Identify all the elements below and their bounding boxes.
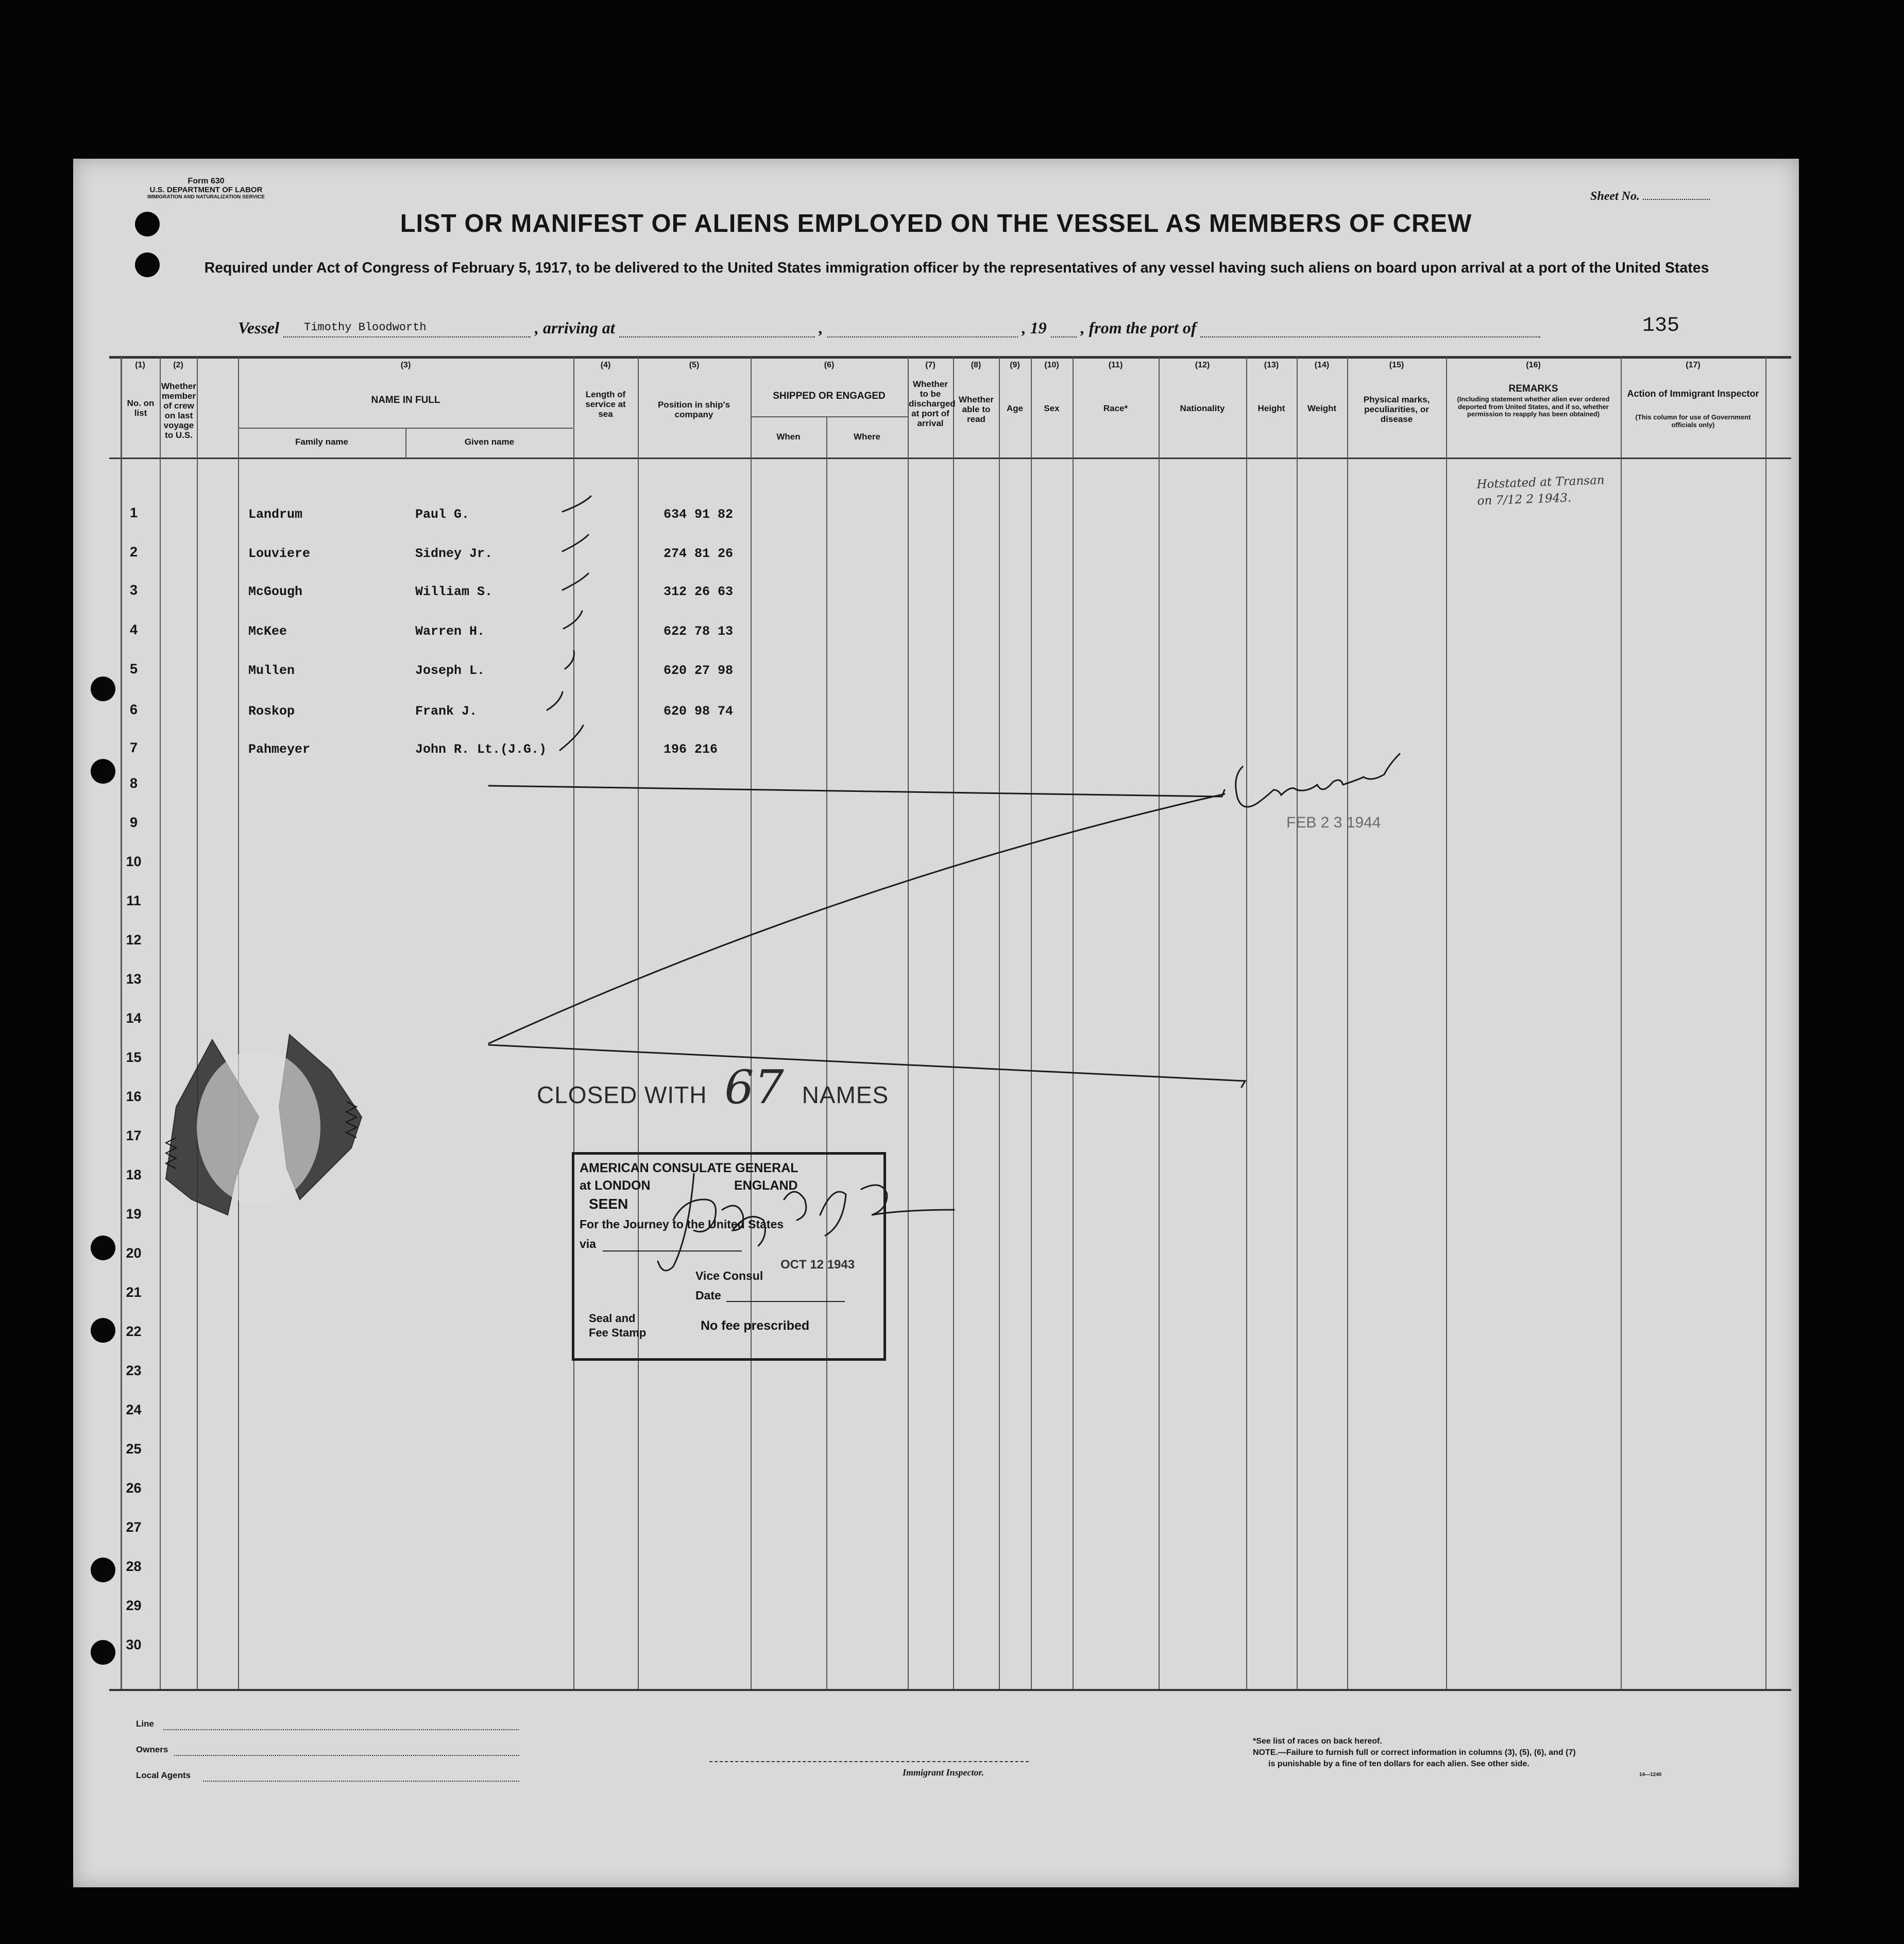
position-value: 620 98 74: [664, 704, 734, 719]
header-action-inspector-sub: (This column for use of Government officials only): [1635, 413, 1751, 429]
header-sex: Sex: [1044, 403, 1060, 413]
consulate-stamp: [572, 1152, 886, 1361]
tick-mark: [547, 692, 563, 710]
header-position: Position in ship's company: [657, 400, 730, 420]
row-number: 24: [126, 1402, 142, 1417]
service-name: IMMIGRATION AND NATURALIZATION SERVICE: [147, 194, 265, 200]
row-number: 25: [126, 1441, 142, 1457]
row-number: 17: [126, 1128, 142, 1143]
row-number: 5: [129, 661, 138, 677]
header-remarks-sub: (Including statement whether alien ever ordered deported from United States, and if so, whether permission to reapply has been obtained): [1457, 395, 1610, 418]
footer-print-code: 14—1240: [1639, 1772, 1662, 1778]
header-discharged: Whether to be discharged at port of arrival: [909, 379, 956, 429]
row-number: 29: [126, 1598, 142, 1613]
handwritten-remark: Hotstated at Transan on 7/12 2 1943.: [1476, 474, 1605, 508]
col-number: (17): [1686, 361, 1701, 369]
family-name: Mullen: [248, 663, 295, 678]
row-number: 16: [126, 1089, 142, 1104]
col-number: (13): [1264, 361, 1279, 369]
closed-count: 67: [724, 1060, 785, 1114]
row-number: 1: [129, 505, 138, 520]
row-number: 22: [126, 1324, 142, 1339]
col-number: (9): [1010, 361, 1020, 369]
header-length-of-service: Length of service at sea: [585, 390, 626, 419]
arriving-label: , arriving at: [535, 318, 615, 337]
footer-inspector-label: Immigrant Inspector.: [903, 1767, 984, 1778]
row-number: 6: [129, 702, 138, 717]
header-no-on-list: No. on list: [127, 398, 155, 418]
family-name: Roskop: [248, 704, 295, 719]
footer-owners-blank: [174, 1755, 519, 1756]
row-number: 2: [129, 544, 138, 560]
footer-line-blank: [163, 1729, 519, 1730]
col-number: (1): [135, 361, 145, 369]
header-shipped-or-engaged: SHIPPED OR ENGAGED: [773, 391, 886, 401]
family-name: McKee: [248, 624, 287, 639]
row-number: 27: [126, 1519, 142, 1535]
inspector-date-stamp: FEB 2 3 1944: [1286, 814, 1381, 831]
col-number: (6): [824, 361, 835, 369]
header-name-in-full: NAME IN FULL: [371, 395, 440, 405]
header-able-to-read: Whether able to read: [959, 395, 994, 425]
inspector-signature: [1236, 754, 1400, 807]
given-name: Frank J.: [415, 704, 478, 719]
tick-mark: [564, 611, 582, 629]
footer-line-label: Line: [136, 1719, 154, 1729]
form-subtitle: Required under Act of Congress of February 5, 1917, to be delivered to the United States immigration officer by the representatives of any vessel having such aliens on board upon arrival at a port of the United States: [204, 260, 1709, 276]
footer-penalty-note-2: is punishable by a fine of ten dollars for each alien. See other side.: [1268, 1760, 1529, 1768]
position-value: 620 27 98: [664, 663, 734, 678]
stamp-via-line: [603, 1250, 742, 1252]
closing-diagonal: [489, 794, 1225, 1043]
stamp-seal-label-2: Fee Stamp: [589, 1326, 647, 1339]
department-name: U.S. DEPARTMENT OF LABOR: [149, 185, 263, 194]
pen-marks-overlay: [73, 159, 1799, 1887]
stamp-date-value: OCT 12 1943: [780, 1258, 855, 1272]
stamp-vice-consul: Vice Consul: [695, 1269, 763, 1282]
footer-owners-label: Owners: [136, 1745, 168, 1754]
row-number: 26: [126, 1480, 142, 1496]
stamp-via: via: [580, 1237, 596, 1250]
vessel-line: Vessel Timothy Bloodworth , arriving at , , 19 , from the port of: [238, 318, 1540, 337]
manifest-page: [73, 159, 1799, 1887]
header-physical-marks: Physical marks, peculiarities, or disease: [1363, 395, 1430, 425]
row-number: 18: [126, 1167, 142, 1182]
closing-line: [489, 786, 1225, 797]
vessel-name: Timothy Bloodworth: [283, 321, 531, 337]
position-value: 634 91 82: [664, 507, 734, 522]
row-number: 10: [126, 854, 142, 869]
given-name: Paul G.: [415, 507, 470, 522]
stamped-sheet-number: 135: [1642, 314, 1680, 337]
header-remarks: REMARKS: [1508, 383, 1558, 394]
row-number: 21: [126, 1284, 142, 1300]
closed-prefix: CLOSED WITH: [537, 1081, 707, 1108]
given-name: Sidney Jr.: [415, 546, 493, 561]
closed-with-names-stamp: [537, 1060, 889, 1114]
tick-mark: [563, 573, 588, 590]
inspector-signature-line: [709, 1761, 1029, 1762]
position-value: 312 26 63: [664, 584, 734, 599]
family-name: Louviere: [248, 546, 311, 561]
sheet-label: Sheet No.: [1590, 190, 1640, 203]
col-number: (16): [1526, 361, 1541, 369]
header-action-inspector: Action of Immigrant Inspector: [1627, 388, 1759, 399]
tick-mark: [563, 496, 591, 512]
row-number: 15: [126, 1050, 142, 1065]
given-name: Warren H.: [415, 624, 485, 639]
header-crew-last-voyage: Whether member of crew on last voyage to U.S.: [161, 381, 196, 441]
header-age: Age: [1006, 403, 1024, 413]
row-number: 30: [126, 1637, 142, 1652]
given-name: John R. Lt.(J.G.): [415, 742, 547, 757]
stamp-seen: SEEN: [589, 1196, 628, 1212]
family-name: McGough: [248, 584, 303, 599]
row-number: 14: [126, 1010, 142, 1026]
header-race: Race*: [1103, 403, 1128, 413]
col-number: (7): [925, 361, 936, 369]
col-number: (10): [1044, 361, 1059, 369]
row-number: 9: [129, 815, 138, 830]
footer-agents-blank: [203, 1781, 519, 1782]
family-name: Pahmeyer: [248, 742, 311, 757]
header-weight: Weight: [1307, 403, 1337, 413]
embossed-seal: [145, 1024, 377, 1230]
stamp-country: ENGLAND: [734, 1178, 798, 1193]
year-label: , 19: [1022, 318, 1047, 337]
header-height: Height: [1257, 403, 1285, 413]
footer-penalty-note-1: NOTE.—Failure to furnish full or correct information in columns (3), (5), (6), and (7): [1253, 1748, 1576, 1757]
stamp-date-label: Date: [695, 1289, 721, 1302]
position-value: 196 216: [664, 742, 718, 757]
stamp-date-line: [726, 1301, 845, 1302]
stamp-journey: For the Journey to the United States: [580, 1218, 784, 1231]
header-family-name: Family name: [295, 437, 348, 447]
row-number: 4: [129, 622, 138, 637]
row-number: 13: [126, 971, 142, 987]
header-given-name: Given name: [464, 437, 515, 447]
position-value: 622 78 13: [664, 624, 734, 639]
header-nationality: Nationality: [1180, 403, 1225, 413]
stamp-seal-label-1: Seal and: [589, 1312, 636, 1325]
col-number: (14): [1314, 361, 1330, 369]
header-when: When: [776, 432, 801, 442]
col-number: (15): [1389, 361, 1404, 369]
tick-mark: [560, 725, 583, 750]
given-name: Joseph L.: [415, 663, 485, 678]
family-name: Landrum: [248, 507, 303, 522]
tick-mark: [563, 535, 588, 551]
closed-suffix: NAMES: [802, 1081, 889, 1108]
col-number: (8): [971, 361, 981, 369]
row-number: 11: [126, 893, 141, 908]
footer-race-note: *See list of races on back hereof.: [1253, 1737, 1382, 1746]
row-number: 7: [129, 740, 138, 755]
col-number: (2): [173, 361, 183, 369]
footer-agents-label: Local Agents: [136, 1770, 191, 1780]
row-number: 20: [126, 1245, 142, 1261]
col-number: (12): [1195, 361, 1210, 369]
row-number: 12: [126, 932, 142, 948]
row-number: 8: [129, 775, 138, 791]
form-title: LIST OR MANIFEST OF ALIENS EMPLOYED ON THE VESSEL AS MEMBERS OF CREW: [400, 210, 1472, 238]
given-name: William S.: [415, 584, 493, 599]
stamp-consulate: AMERICAN CONSULATE GENERAL: [580, 1161, 798, 1175]
col-number: (3): [400, 361, 411, 369]
position-value: 274 81 26: [664, 546, 734, 561]
stamp-fee-note: No fee prescribed: [701, 1318, 810, 1333]
row-number: 3: [129, 582, 138, 598]
row-number: 28: [126, 1559, 142, 1574]
header-where: Where: [854, 432, 880, 442]
vessel-label: Vessel: [238, 318, 279, 337]
tick-mark: [565, 651, 574, 669]
form-number: Form 630: [188, 177, 225, 185]
col-number: (5): [689, 361, 700, 369]
stamp-city: at LONDON: [580, 1178, 651, 1193]
row-number: 19: [126, 1206, 142, 1222]
col-number: (11): [1108, 361, 1123, 369]
col-number: (4): [600, 361, 611, 369]
from-port-label: , from the port of: [1080, 318, 1197, 337]
row-number: 23: [126, 1363, 142, 1378]
